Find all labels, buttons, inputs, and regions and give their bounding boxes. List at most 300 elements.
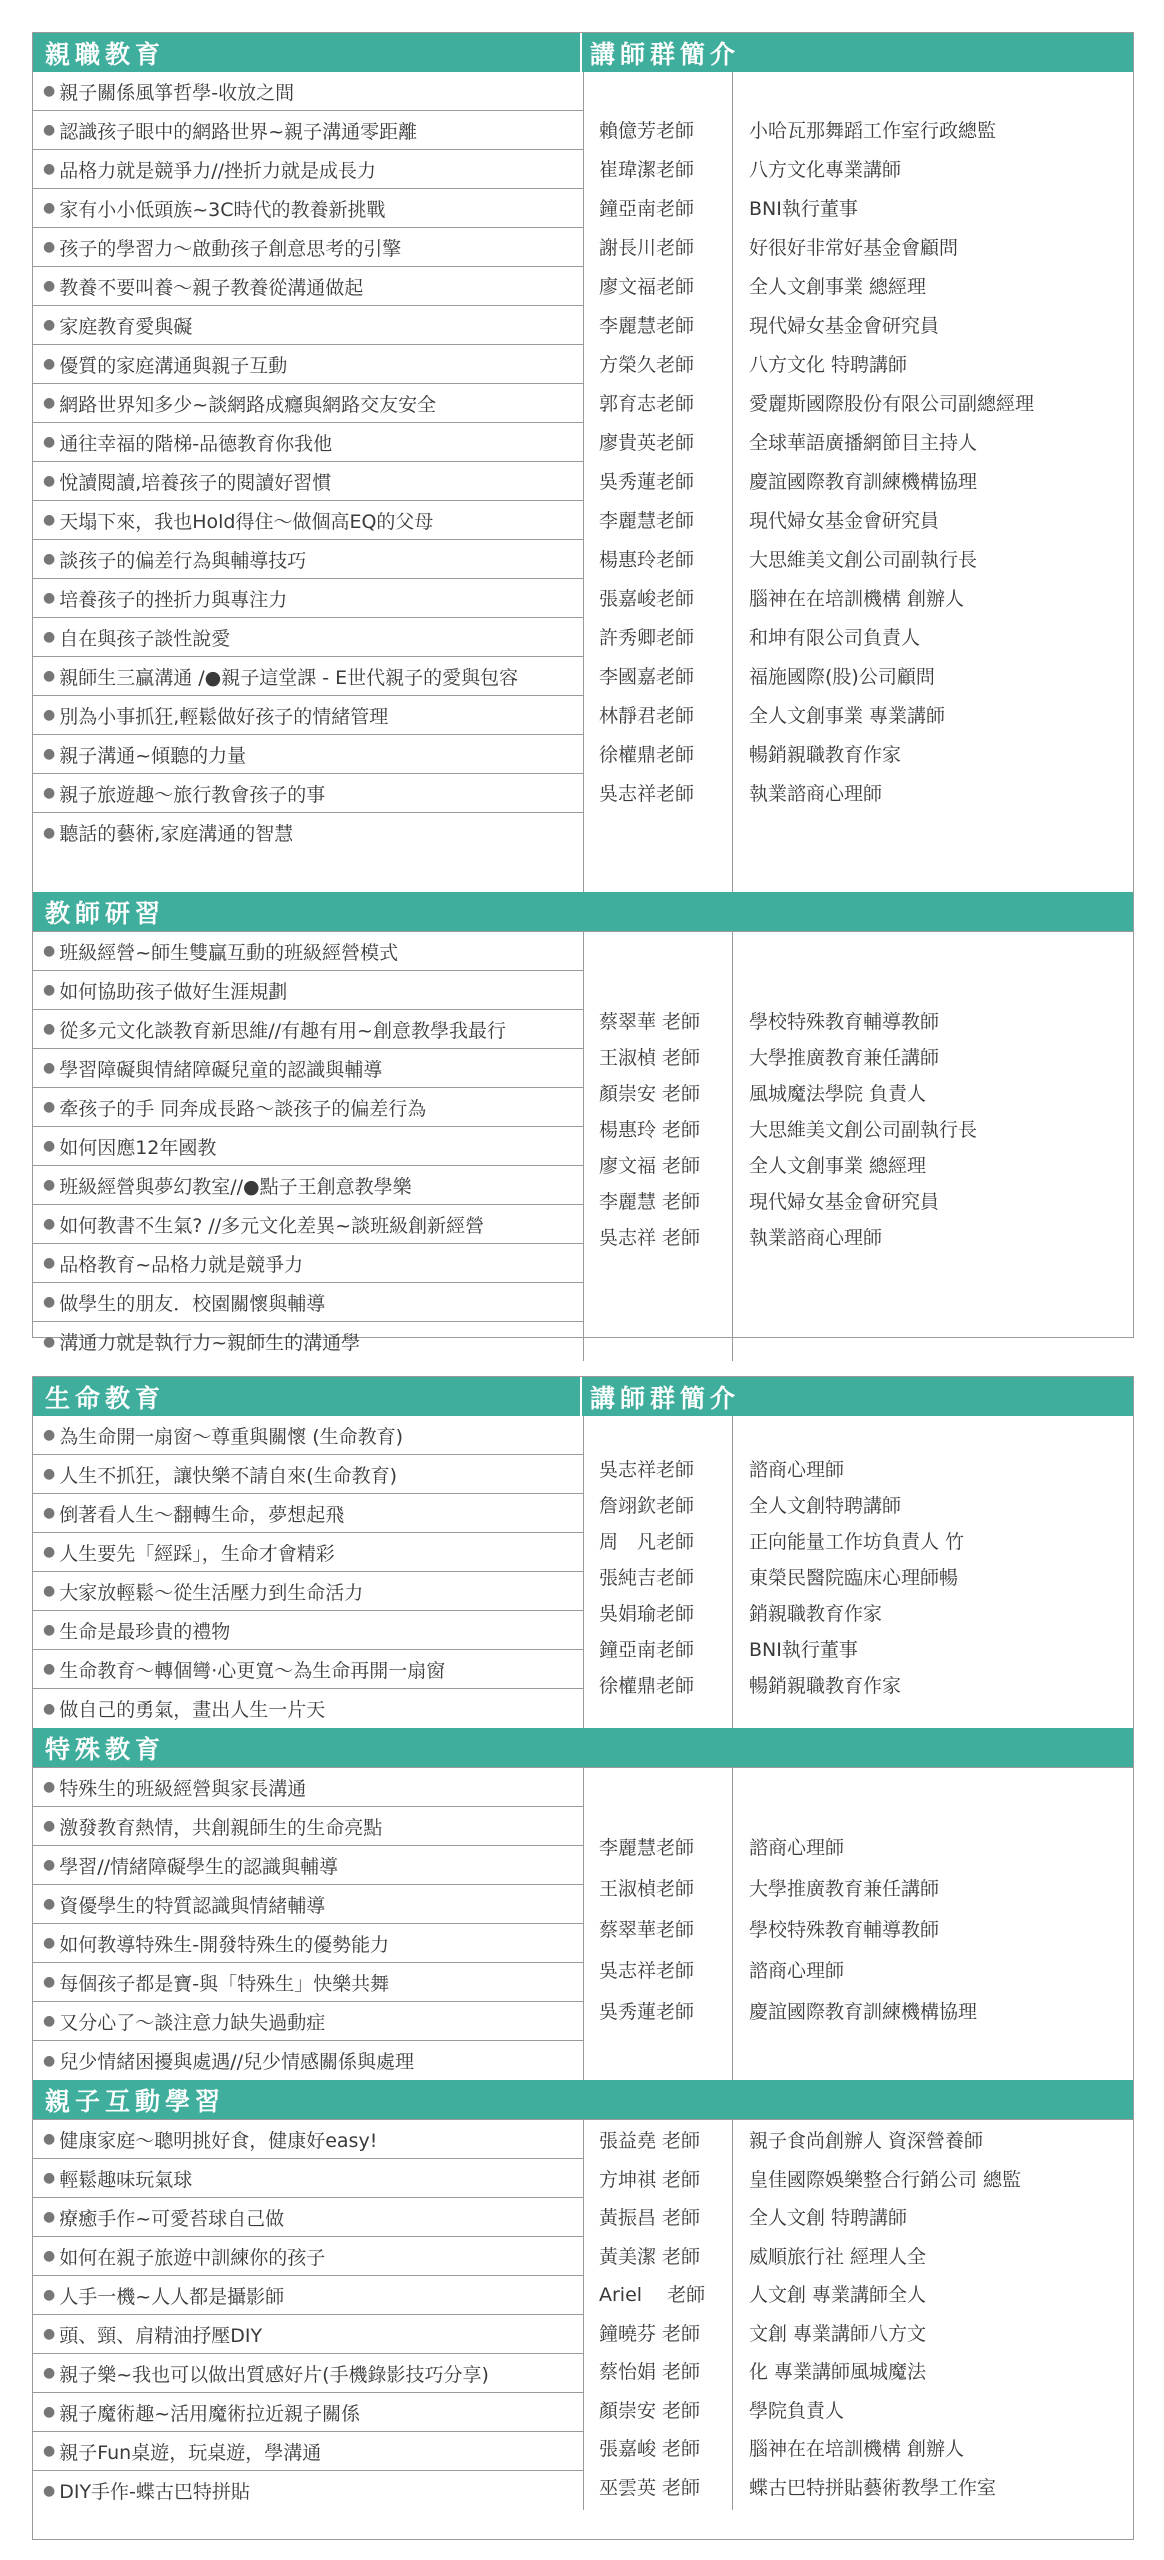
lecturer-name: 詹翊欽老師 — [599, 1495, 695, 1517]
lecturer-name: 廖文福老師 — [599, 276, 695, 298]
topic-list — [33, 932, 584, 1361]
lecturer-desc: 文創 專業講師八方文 — [749, 2322, 927, 2345]
topic-row — [33, 72, 583, 111]
bullet-icon: ● — [43, 1216, 56, 1232]
topic-row — [33, 813, 583, 852]
topic-text: 如何因應12年國教 — [59, 1136, 217, 1159]
topic-text: 網路世界知多少~談網路成癮與網路交友安全 — [59, 393, 437, 416]
topic-row — [33, 2393, 583, 2432]
topic-text: 聽話的藝術,家庭溝通的智慧 — [59, 823, 294, 845]
lecturer-descs — [749, 1004, 977, 1256]
bullet-icon: ● — [43, 590, 56, 606]
lecturer-title: 講師群簡介 — [590, 1383, 741, 1413]
lecturer-desc: 大學推廣教育兼任講師 — [749, 1047, 940, 1069]
bullet-icon: ● — [43, 1060, 56, 1076]
lecturer-desc: 大思維美文創公司副執行長 — [749, 1119, 978, 1141]
lecturer-desc: 執業諮商心理師 — [749, 1227, 883, 1249]
topic-text: 親子關係風箏哲學-收放之間 — [59, 81, 295, 104]
bullet-icon: ● — [43, 1583, 56, 1599]
topic-row — [33, 189, 583, 228]
lecturer-desc: 慶誼國際教育訓練機構協理 — [749, 471, 978, 493]
topic-row — [33, 423, 583, 462]
topic-row — [33, 306, 583, 345]
topic-row — [33, 1455, 583, 1494]
topic-row — [33, 2041, 583, 2080]
section-title: 親職教育 — [33, 33, 582, 72]
topic-row — [33, 1283, 583, 1322]
bullet-icon: ● — [43, 629, 56, 645]
lecturer-desc: 諮商心理師 — [749, 1459, 845, 1481]
topic-text: 認識孩子眼中的網路世界~親子溝通零距離 — [59, 120, 418, 143]
lecturer-name: 許秀卿老師 — [599, 627, 695, 649]
bullet-icon: ● — [43, 2365, 56, 2381]
lecturer-name: 鐘亞南老師 — [599, 198, 695, 220]
bullet-icon: ● — [43, 1700, 56, 1717]
topic-row — [33, 2120, 583, 2159]
lecturer-name: 張益堯 老師 — [599, 2130, 701, 2152]
lecturer-title: 講師群簡介 — [590, 39, 741, 69]
bullet-icon: ● — [43, 317, 56, 333]
topic-row — [33, 1846, 583, 1885]
topic-row — [33, 1322, 583, 1361]
lecturer-name: 吳志祥老師 — [599, 1960, 695, 1982]
lecturer-desc: 慶誼國際教育訓練機構協理 — [749, 2001, 978, 2023]
topic-row — [33, 735, 583, 774]
lecturer-panel — [584, 1416, 1133, 1728]
topic-text: 大家放輕鬆～從生活壓力到生命活力 — [59, 1581, 364, 1604]
topic-text: 家庭教育愛與礙 — [59, 315, 193, 338]
topic-text: 溝通力就是執行力~親師生的溝通學 — [59, 1332, 361, 1354]
lecturer-desc: 現代婦女基金會研究員 — [749, 1191, 940, 1213]
bullet-icon: ● — [43, 824, 56, 841]
topic-row — [33, 228, 583, 267]
topic-text: 生命教育～轉個彎‧心更寬～為生命再開一扇窗 — [59, 1659, 446, 1682]
topic-text: 親子魔術趣~活用魔術拉近親子關係 — [59, 2402, 361, 2425]
lecturer-name: 王淑楨老師 — [599, 1878, 695, 1900]
bullet-icon: ● — [43, 1099, 56, 1115]
bullet-icon: ● — [43, 1974, 56, 1990]
topic-text: 如何教書不生氣? //多元文化差異~談班級創新經營 — [59, 1214, 485, 1237]
topic-row — [33, 267, 583, 306]
lecturer-panel — [584, 1768, 1133, 2080]
topic-row — [33, 971, 583, 1010]
bullet-icon: ● — [43, 1935, 56, 1951]
topic-row — [33, 932, 583, 971]
bullet-icon: ● — [43, 1896, 56, 1912]
lecturer-desc: 威順旅行社 經理人全 — [749, 2245, 927, 2268]
bullet-icon: ● — [43, 668, 56, 684]
topic-row — [33, 111, 583, 150]
topic-text: 每個孩子都是寶-與「特殊生」快樂共舞 — [59, 1972, 390, 1995]
topic-row — [33, 1244, 583, 1283]
topic-row — [33, 1650, 583, 1689]
topic-text: 班級經營~師生雙贏互動的班級經營模式 — [59, 941, 399, 964]
topic-row — [33, 2354, 583, 2393]
bullet-icon: ● — [43, 2052, 56, 2069]
bullet-icon: ● — [43, 434, 56, 450]
bullet-icon: ● — [43, 1857, 56, 1873]
topic-text: 做學生的朋友．校園關懷與輔導 — [59, 1292, 326, 1315]
topic-row — [33, 1010, 583, 1049]
topic-row — [33, 1807, 583, 1846]
topic-text: 做自己的勇氣，畫出人生一片天 — [59, 1699, 326, 1721]
bullet-icon: ● — [43, 707, 56, 723]
lecturer-name: 林靜君老師 — [599, 705, 695, 727]
lecturer-name: 周 凡老師 — [599, 1531, 695, 1553]
topic-row — [33, 1924, 583, 1963]
section-teacher — [33, 931, 1133, 1361]
lecturer-desc: 大思維美文創公司副執行長 — [749, 549, 978, 571]
lecturer-name: 吳秀蓮老師 — [599, 2001, 695, 2023]
topic-text: 人生要先「經踩」，生命才會精彩 — [59, 1542, 335, 1565]
lecturer-name: 張嘉峻 老師 — [599, 2438, 701, 2460]
topic-text: 親師生三贏溝通 /●親子這堂課 - E世代親子的愛與包容 — [59, 666, 519, 689]
lecturer-desc: 學校特殊教育輔導教師 — [749, 1919, 940, 1941]
topic-text: 班級經營與夢幻教室//●點子王創意教學樂 — [59, 1175, 412, 1198]
lecturer-descs — [749, 112, 1034, 814]
lecturer-name: 李國嘉老師 — [599, 666, 695, 688]
lecturer-desc: 蝶古巴特拼貼藝術教學工作室 — [749, 2476, 997, 2499]
lecturer-panel — [584, 72, 1133, 892]
section-special — [33, 1767, 1133, 2080]
lecturer-name: 廖文福 老師 — [599, 1155, 701, 1177]
topic-row — [33, 1205, 583, 1244]
bullet-icon: ● — [43, 1661, 56, 1677]
bullet-icon: ● — [43, 512, 56, 528]
section-life — [33, 1416, 1133, 1728]
bullet-icon: ● — [43, 2013, 56, 2029]
topic-text: 親子溝通~傾聽的力量 — [59, 744, 247, 767]
bullet-icon: ● — [43, 1622, 56, 1638]
lecturer-names — [599, 112, 694, 814]
lecturer-desc: 執業諮商心理師 — [749, 783, 883, 805]
topic-row — [33, 345, 583, 384]
lecturer-desc: 化 專業講師風城魔法 — [749, 2361, 927, 2383]
bullet-icon: ● — [43, 943, 56, 959]
lecturer-name: 鐘曉芬 老師 — [599, 2322, 701, 2345]
topic-text: 親子樂~我也可以做出質感好片(手機錄影技巧分享) — [59, 2363, 489, 2386]
topic-row — [33, 1049, 583, 1088]
bullet-icon: ● — [43, 2287, 56, 2303]
bullet-icon: ● — [43, 2209, 56, 2225]
lecturer-desc: 大學推廣教育兼任講師 — [749, 1878, 940, 1900]
topic-text: 從多元文化談教育新思維//有趣有用~創意教學我最行 — [59, 1019, 506, 1042]
topic-text: 親子Fun桌遊，玩桌遊，學溝通 — [59, 2441, 322, 2464]
lecturer-name: 黃美潔 老師 — [599, 2245, 701, 2268]
topic-text: 品格力就是競爭力//挫折力就是成長力 — [59, 159, 377, 182]
lecturer-name: 張嘉峻老師 — [599, 588, 695, 610]
lecturer-descs — [749, 2122, 1021, 2507]
lecturer-desc: 諮商心理師 — [749, 1960, 845, 1982]
topic-text: 親子旅遊趣～旅行教會孩子的事 — [59, 783, 326, 806]
section-title-teacher: 教師研習 — [33, 892, 1133, 931]
topic-row — [33, 540, 583, 579]
topic-text: 健康家庭～聰明挑好食，健康好easy! — [59, 2129, 378, 2152]
lecturer-desc: 學校特殊教育輔導教師 — [749, 1011, 940, 1033]
lecturer-desc: 人文創 專業講師全人 — [749, 2284, 927, 2306]
topic-row — [33, 1416, 583, 1455]
lecturer-desc: BNI執行董事 — [749, 1639, 858, 1661]
bullet-icon: ● — [43, 200, 56, 216]
bullet-icon: ● — [43, 2170, 56, 2186]
topic-text: 又分心了～談注意力缺失過動症 — [59, 2011, 326, 2034]
lecturer-desc: BNI執行董事 — [749, 198, 858, 220]
topic-text: 生命是最珍貴的禮物 — [59, 1620, 231, 1643]
lecturer-name: 方榮久老師 — [599, 354, 695, 376]
topic-row — [33, 1494, 583, 1533]
lecturer-desc: 全人文創特聘講師 — [749, 1495, 902, 1517]
lecturer-descs — [749, 1828, 977, 2033]
lecturer-desc: 現代婦女基金會研究員 — [749, 315, 940, 337]
topic-text: 孩子的學習力～啟動孩子創意思考的引擎 — [59, 237, 402, 260]
bullet-icon: ● — [43, 1466, 56, 1482]
topic-row — [33, 462, 583, 501]
block-life-education — [32, 1376, 1134, 2540]
lecturer-name: 吳娟瑜老師 — [599, 1603, 695, 1625]
lecturer-name: 徐權鼎老師 — [599, 744, 695, 766]
bullet-icon: ● — [43, 83, 56, 99]
topic-row — [33, 618, 583, 657]
section-title: 生命教育 — [33, 1377, 582, 1416]
topic-text: 通往幸福的階梯-品德教育你我他 — [59, 432, 333, 455]
topic-row — [33, 150, 583, 189]
topic-row — [33, 2237, 583, 2276]
bullet-icon: ● — [43, 278, 56, 294]
topic-list — [33, 2120, 584, 2510]
topic-text: 激發教育熱情，共創親師生的生命亮點 — [59, 1816, 383, 1839]
topic-row — [33, 1689, 583, 1728]
bullet-icon: ● — [43, 551, 56, 567]
topic-text: 牽孩子的手 同奔成長路～談孩子的偏差行為 — [59, 1097, 427, 1120]
lecturer-name: 吳志祥 老師 — [599, 1227, 701, 1249]
topic-list — [33, 1768, 584, 2080]
lecturer-desc: 風城魔法學院 負責人 — [749, 1083, 927, 1105]
lecturer-desc: 親子食尚創辦人 資深營養師 — [749, 2130, 984, 2152]
lecturer-desc: 和坤有限公司負責人 — [749, 627, 921, 649]
lecturer-desc: 東榮民醫院臨床心理師暢 — [749, 1567, 959, 1589]
topic-row — [33, 1088, 583, 1127]
lecturer-desc: 現代婦女基金會研究員 — [749, 510, 940, 532]
bullet-icon: ● — [43, 2248, 56, 2264]
lecturer-desc: 皇佳國際娛樂整合行銷公司 總監 — [749, 2168, 1022, 2191]
lecturer-desc: 福施國際(股)公司顧問 — [749, 666, 935, 688]
topic-text: 人生不抓狂，讓快樂不請自來(生命教育) — [59, 1464, 398, 1487]
lecturer-desc: 全人文創 特聘講師 — [749, 2207, 908, 2229]
topic-text: 優質的家庭溝通與親子互動 — [59, 354, 288, 377]
lecturer-names — [599, 1004, 700, 1256]
lecturer-desc: 正向能量工作坊負責人 竹 — [749, 1531, 965, 1553]
lecturer-desc: 諮商心理師 — [749, 1837, 845, 1859]
topic-row — [33, 1572, 583, 1611]
lecturer-desc: 全人文創事業 總經理 — [749, 276, 927, 298]
topic-text: 教養不要叫養～親子教養從溝通做起 — [59, 276, 364, 299]
lecturer-panel — [584, 2120, 1133, 2510]
topic-row — [33, 2315, 583, 2354]
bullet-icon: ● — [43, 356, 56, 372]
lecturer-desc: 八方文化 特聘講師 — [749, 354, 908, 376]
topic-text: 頭、頸、肩精油抒壓DIY — [59, 2324, 263, 2347]
header-bar — [33, 1377, 1133, 1416]
lecturer-names — [599, 1828, 694, 2033]
topic-text: 學習障礙與情緒障礙兒童的認識與輔導 — [59, 1058, 383, 1081]
bullet-icon: ● — [43, 239, 56, 255]
lecturer-name: 黃振昌 老師 — [599, 2207, 701, 2229]
lecturer-name: 楊惠玲老師 — [599, 549, 695, 571]
topic-text: 倒著看人生～翻轉生命，夢想起飛 — [59, 1503, 345, 1526]
bullet-icon: ● — [43, 2404, 56, 2420]
bullet-icon: ● — [43, 473, 56, 489]
bullet-icon: ● — [43, 2131, 56, 2147]
bullet-icon: ● — [43, 1255, 56, 1271]
bullet-icon: ● — [43, 1544, 56, 1560]
lecturer-name: 鐘亞南老師 — [599, 1639, 695, 1661]
lecturer-name: 蔡怡娟 老師 — [599, 2361, 701, 2383]
lecturer-name: 吳志祥老師 — [599, 1459, 695, 1481]
lecturer-desc: 暢銷親職教育作家 — [749, 744, 902, 766]
section-title-special: 特殊教育 — [33, 1728, 1133, 1767]
lecturer-name: 賴億芳老師 — [599, 120, 695, 142]
topic-row — [33, 657, 583, 696]
lecturer-names — [599, 1452, 694, 1704]
bullet-icon: ● — [43, 1818, 56, 1834]
topic-row — [33, 384, 583, 423]
lecturer-name: 張純吉老師 — [599, 1567, 695, 1589]
topic-row — [33, 1127, 583, 1166]
lecturer-name: 李麗慧老師 — [599, 510, 695, 532]
topic-list — [33, 1416, 584, 1728]
topic-row — [33, 1768, 583, 1807]
topic-row — [33, 1611, 583, 1650]
lecturer-name: Ariel 老師 — [599, 2284, 706, 2306]
topic-text: 輕鬆趣味玩氣球 — [59, 2168, 193, 2191]
bullet-icon: ● — [43, 2482, 56, 2499]
bullet-icon: ● — [43, 1505, 56, 1521]
topic-row — [33, 579, 583, 618]
bullet-icon: ● — [43, 1021, 56, 1037]
topic-row — [33, 2002, 583, 2041]
lecturer-names — [599, 2122, 705, 2507]
lecturer-desc: 全人文創事業 專業講師 — [749, 705, 946, 727]
lecturer-name: 崔瑋潔老師 — [599, 159, 695, 181]
lecturer-desc: 愛麗斯國際股份有限公司副總經理 — [749, 393, 1035, 415]
topic-text: 資優學生的特質認識與情緒輔導 — [59, 1894, 326, 1917]
topic-row — [33, 2471, 583, 2510]
bullet-icon: ● — [43, 1294, 56, 1310]
lecturer-name: 謝長川老師 — [599, 237, 695, 259]
lecturer-desc: 全球華語廣播網節目主持人 — [749, 432, 978, 454]
lecturer-desc: 腦神在在培訓機構 創辦人 — [749, 2438, 965, 2460]
topic-text: DIY手作-蝶古巴特拼貼 — [59, 2481, 250, 2503]
topic-text: 家有小小低頭族~3C時代的教養新挑戰 — [59, 198, 386, 221]
lecturer-name: 李麗慧 老師 — [599, 1191, 701, 1213]
section-title-interactive: 親子互動學習 — [33, 2080, 1133, 2119]
lecturer-desc: 小哈瓦那舞蹈工作室行政總監 — [749, 120, 997, 142]
bullet-icon: ● — [43, 1333, 56, 1350]
topic-row — [33, 501, 583, 540]
bullet-icon: ● — [43, 2443, 56, 2459]
topic-text: 自在與孩子談性說愛 — [59, 627, 231, 650]
topic-text: 學習//情緒障礙學生的認識與輔導 — [59, 1855, 339, 1878]
lecturer-desc: 腦神在在培訓機構 創辦人 — [749, 588, 965, 610]
lecturer-name: 蔡翠華老師 — [599, 1919, 695, 1941]
lecturer-name: 巫雲英 老師 — [599, 2476, 701, 2499]
bullet-icon: ● — [43, 1177, 56, 1193]
lecturer-name: 蔡翠華 老師 — [599, 1011, 701, 1033]
bullet-icon: ● — [43, 746, 56, 762]
lecturer-name: 李麗慧老師 — [599, 315, 695, 337]
topic-row — [33, 696, 583, 735]
lecturer-panel — [584, 932, 1133, 1361]
lecturer-name: 吳志祥老師 — [599, 783, 695, 805]
topic-row — [33, 1885, 583, 1924]
bullet-icon: ● — [43, 982, 56, 998]
topic-text: 如何協助孩子做好生涯規劃 — [59, 980, 288, 1003]
topic-text: 如何在親子旅遊中訓練你的孩子 — [59, 2246, 326, 2269]
header-bar — [33, 33, 1133, 72]
bullet-icon: ● — [43, 1427, 56, 1443]
topic-text: 談孩子的偏差行為與輔導技巧 — [59, 549, 307, 572]
bullet-icon: ● — [43, 161, 56, 177]
topic-text: 別為小事抓狂,輕鬆做好孩子的情緒管理 — [59, 705, 389, 728]
lecturer-name: 徐權鼎老師 — [599, 1675, 695, 1697]
lecturer-desc: 八方文化專業講師 — [749, 159, 902, 181]
lecturer-desc: 銷親職教育作家 — [749, 1603, 883, 1625]
topic-text: 人手一機~人人都是攝影師 — [59, 2285, 285, 2308]
topic-row — [33, 1166, 583, 1205]
topic-row — [33, 2276, 583, 2315]
lecturer-name: 顏崇安 老師 — [599, 2399, 701, 2422]
bullet-icon: ● — [43, 395, 56, 411]
lecturer-name: 李麗慧老師 — [599, 1837, 695, 1859]
lecturer-name: 方坤祺 老師 — [599, 2168, 701, 2191]
topic-text: 悅讀閱讀,培養孩子的閱讀好習慣 — [59, 471, 332, 494]
lecturer-name: 王淑楨 老師 — [599, 1047, 701, 1069]
topic-row — [33, 1963, 583, 2002]
topic-row — [33, 2432, 583, 2471]
topic-row — [33, 2159, 583, 2198]
lecturer-desc: 好很好非常好基金會顧問 — [749, 237, 959, 259]
lecturer-name: 郭育志老師 — [599, 393, 695, 415]
topic-list — [33, 72, 584, 892]
lecturer-desc: 暢銷親職教育作家 — [749, 1675, 902, 1697]
topic-text: 療癒手作~可愛苔球自己做 — [59, 2207, 285, 2230]
bullet-icon: ● — [43, 1779, 56, 1795]
lecturer-desc: 學院負責人 — [749, 2399, 845, 2422]
lecturer-name: 顏崇安 老師 — [599, 1083, 701, 1105]
section-parenting — [33, 72, 1133, 892]
lecturer-name: 吳秀蓮老師 — [599, 471, 695, 493]
lecturer-descs — [749, 1452, 964, 1704]
bullet-icon: ● — [43, 1138, 56, 1154]
lecturer-name: 廖貴英老師 — [599, 432, 695, 454]
topic-text: 天塌下來，我也Hold得住～做個高EQ的父母 — [59, 510, 434, 533]
lecturer-name: 楊惠玲 老師 — [599, 1119, 701, 1141]
bullet-icon: ● — [43, 2326, 56, 2342]
topic-text: 兒少情緒困擾與處遇//兒少情感關係與處理 — [59, 2051, 415, 2073]
section-interactive — [33, 2119, 1133, 2510]
topic-row — [33, 1533, 583, 1572]
topic-row — [33, 774, 583, 813]
topic-text: 培養孩子的挫折力與專注力 — [59, 588, 288, 611]
block-parenting-education — [32, 32, 1134, 1354]
topic-text: 品格教育~品格力就是競爭力 — [59, 1253, 304, 1276]
bullet-icon: ● — [43, 122, 56, 138]
topic-text: 為生命開一扇窗～尊重與關懷 (生命教育) — [59, 1425, 404, 1448]
topic-text: 如何教導特殊生-開發特殊生的優勢能力 — [59, 1933, 390, 1956]
topic-row — [33, 2198, 583, 2237]
topic-text: 特殊生的班級經營與家長溝通 — [59, 1777, 307, 1800]
lecturer-desc: 全人文創事業 總經理 — [749, 1155, 927, 1177]
